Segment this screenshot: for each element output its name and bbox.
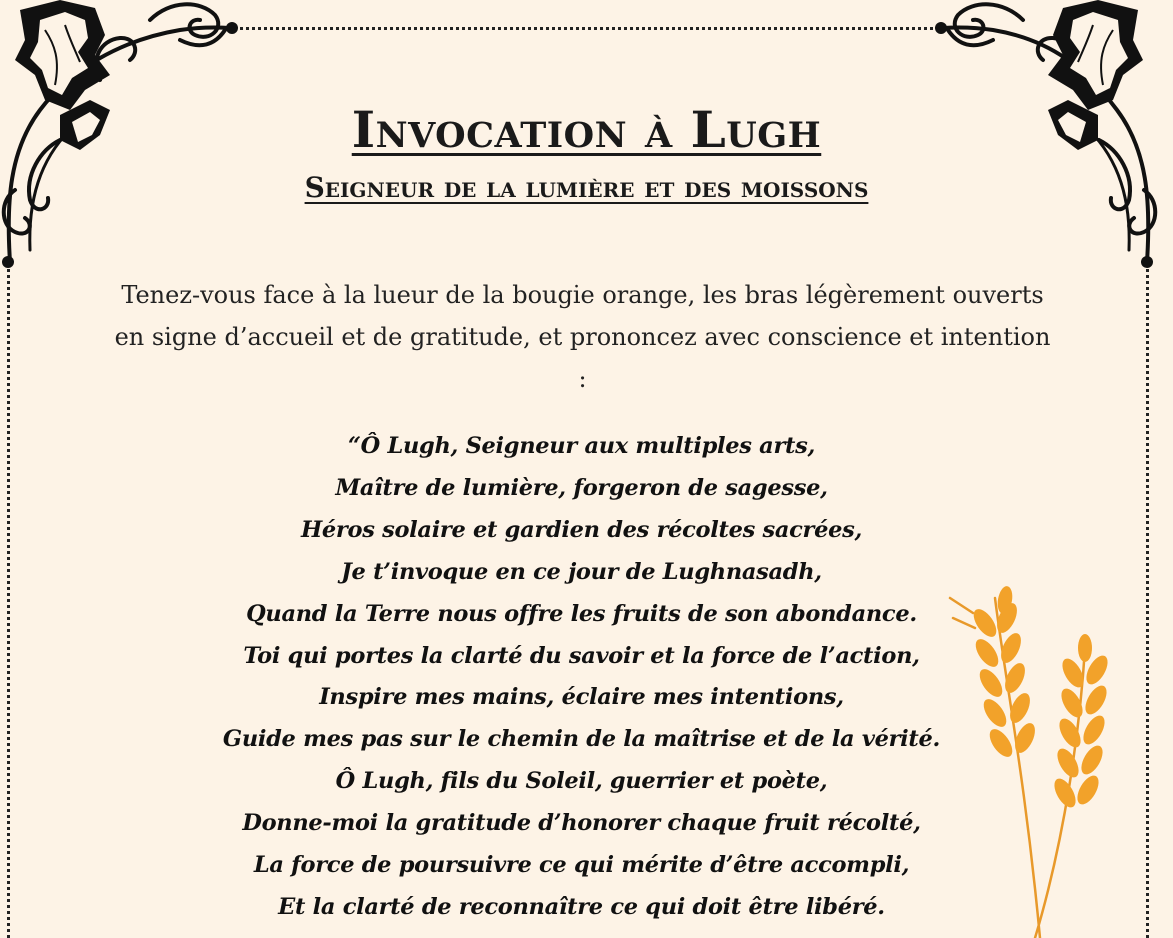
right-dotted-border <box>1146 262 1149 938</box>
poem-line: Héros solaire et gardien des récoltes sacrées, <box>300 516 863 543</box>
page-subtitle-text: Seigneur de la lumière et des moissons <box>304 171 869 204</box>
intro-paragraph: Tenez-vous face à la lueur de la bougie orange, les bras légèrement ouverts en signe d’accueil et de gratitude, et prononcez avec conscience et intention : <box>114 281 1051 393</box>
page-subtitle <box>0 168 1173 208</box>
poem-line: Ô Lugh, fils du Soleil, guerrier et poète, <box>335 768 828 795</box>
poem-line: Je t’invoque en ce jour de Lughnasadh, <box>341 558 822 585</box>
poem-line: “Ô Lugh, Seigneur aux multiples arts, <box>347 433 816 459</box>
poem-line: La force de poursuivre ce qui mérite d’être accompli, <box>253 852 910 879</box>
poem-line: Et la clarté de reconnaître ce qui doit être libéré. <box>278 893 885 920</box>
invocation-poem <box>140 426 1023 929</box>
page-title <box>0 100 1173 160</box>
left-dotted-border <box>7 262 10 938</box>
poem-line: Inspire mes mains, éclaire mes intentions, <box>319 684 844 711</box>
poem-line: Quand la Terre nous offre les fruits de son abondance. <box>246 600 917 627</box>
poem-line: Guide mes pas sur le chemin de la maîtrise et de la vérité. <box>222 726 941 753</box>
page-title-text: Invocation à Lugh <box>351 100 822 159</box>
top-dotted-border <box>228 27 945 30</box>
poem-line: Toi qui portes la clarté du savoir et la force de l’action, <box>243 642 920 669</box>
poem-line: Maître de lumière, forgeron de sagesse, <box>335 474 828 501</box>
poem-line: Donne-moi la gratitude d’honorer chaque fruit récolté, <box>242 810 921 837</box>
wheat-icon <box>945 578 1125 938</box>
